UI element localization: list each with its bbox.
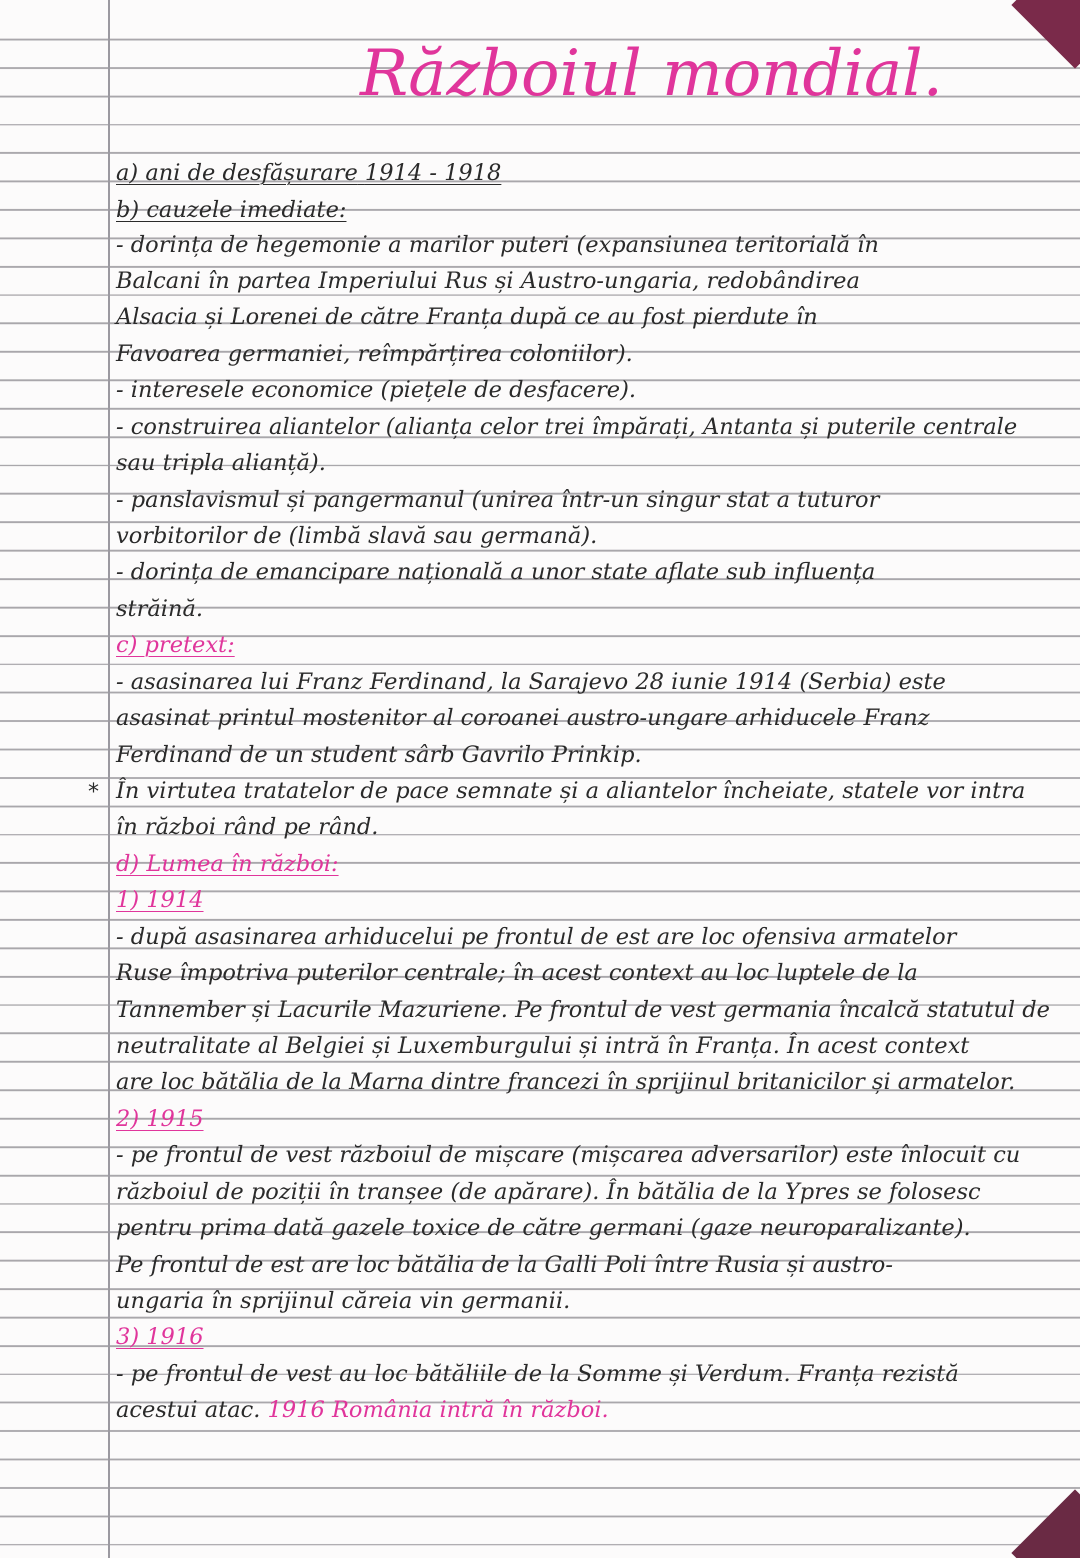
text-line: Alsacia și Lorenei de către Franța după ce au fost pierdute în (116, 304, 818, 330)
text-line: asasinat printul mostenitor al coroanei austro-ungare arhiducele Franz (116, 705, 930, 731)
text-line: Favoarea germaniei, reîmpărțirea coloniilor). (116, 341, 633, 367)
text-fragment: acestui atac. (116, 1397, 261, 1423)
text-line: vorbitorilor de (limbă slavă sau germană). (116, 523, 598, 549)
text-line: are loc bătălia de la Marna dintre francezi în sprijinul britanicilor și armatelor. (116, 1069, 1016, 1095)
text-line: străină. (116, 596, 204, 622)
text-line: pentru prima dată gazele toxice de către germani (gaze neuroparalizante). (116, 1215, 971, 1241)
section-d-label: d) Lumea în război: (116, 851, 339, 877)
text-line: neutralitate al Belgiei și Luxemburgului și intră în Franța. În acest context (116, 1033, 970, 1059)
text-line: - construirea aliantelor (alianța celor trei împărați, Antanta și puterile centrale (116, 414, 1018, 440)
text-line: sau tripla alianță). (116, 450, 326, 476)
section-a-label: a) ani de desfășurare (116, 160, 358, 186)
margin-rule (108, 0, 110, 1558)
text-line: - panslavismul și pangermanul (unirea într-un singur stat a tuturor (116, 487, 880, 513)
text-line: - dorința de hegemonie a marilor puteri (expansiunea teritorială în (116, 232, 879, 258)
text-line: În virtutea tratatelor de pace semnate și a aliantelor încheiate, statele vor intra (116, 778, 1026, 804)
text-line: războiul de poziții în tranșee (de apărare). În bătălia de la Ypres se folosesc (116, 1179, 981, 1205)
asterisk-mark: * (88, 780, 99, 805)
page-title: Războiul mondial. (360, 37, 943, 111)
text-line: Tannember și Lacurile Mazuriene. Pe frontul de vest germania încalcă statutul de (116, 997, 1050, 1023)
text-line: Balcani în partea Imperiului Rus și Austro-ungaria, redobândirea (116, 268, 860, 294)
text-line: - interesele economice (piețele de desfacere). (116, 377, 637, 403)
section-a-years: 1914 - 1918 (364, 160, 502, 186)
year-1915-label: 2) 1915 (116, 1106, 204, 1132)
text-line: - pe frontul de vest războiul de mișcare (mișcarea adversarilor) este înlocuit cu (116, 1142, 1021, 1168)
section-c-label: c) pretext: (116, 632, 235, 658)
year-1914-label: 1) 1914 (116, 887, 204, 913)
section-a-line (116, 158, 1066, 188)
text-line: Pe frontul de est are loc bătălia de la Galli Poli între Rusia și austro- (116, 1252, 893, 1278)
text-line: în război rând pe rând. (116, 814, 379, 840)
text-line: Ferdinand de un student sârb Gavrilo Prinkip. (116, 742, 642, 768)
romania-enters-war-note: 1916 România intră în război. (267, 1397, 609, 1423)
section-b-label: b) cauzele imediate: (116, 197, 347, 223)
text-line: - dorința de emancipare națională a unor state aflate sub influența (116, 559, 876, 585)
text-line: - asasinarea lui Franz Ferdinand, la Sarajevo 28 iunie 1914 (Serbia) este (116, 669, 946, 695)
text-line: Ruse împotriva puterilor centrale; în acest context au loc luptele de la (116, 960, 918, 986)
notebook-corner-top-right (1011, 0, 1080, 69)
notebook-corner-bottom-right (1011, 1489, 1080, 1558)
text-line: ungaria în sprijinul căreia vin germanii. (116, 1288, 571, 1314)
text-line (116, 1395, 1066, 1425)
year-1916-label: 3) 1916 (116, 1324, 204, 1350)
text-line: - după asasinarea arhiducelui pe frontul de est are loc ofensiva armatelor (116, 924, 957, 950)
text-line: - pe frontul de vest au loc bătăliile de la Somme și Verdum. Franța rezistă (116, 1361, 959, 1387)
